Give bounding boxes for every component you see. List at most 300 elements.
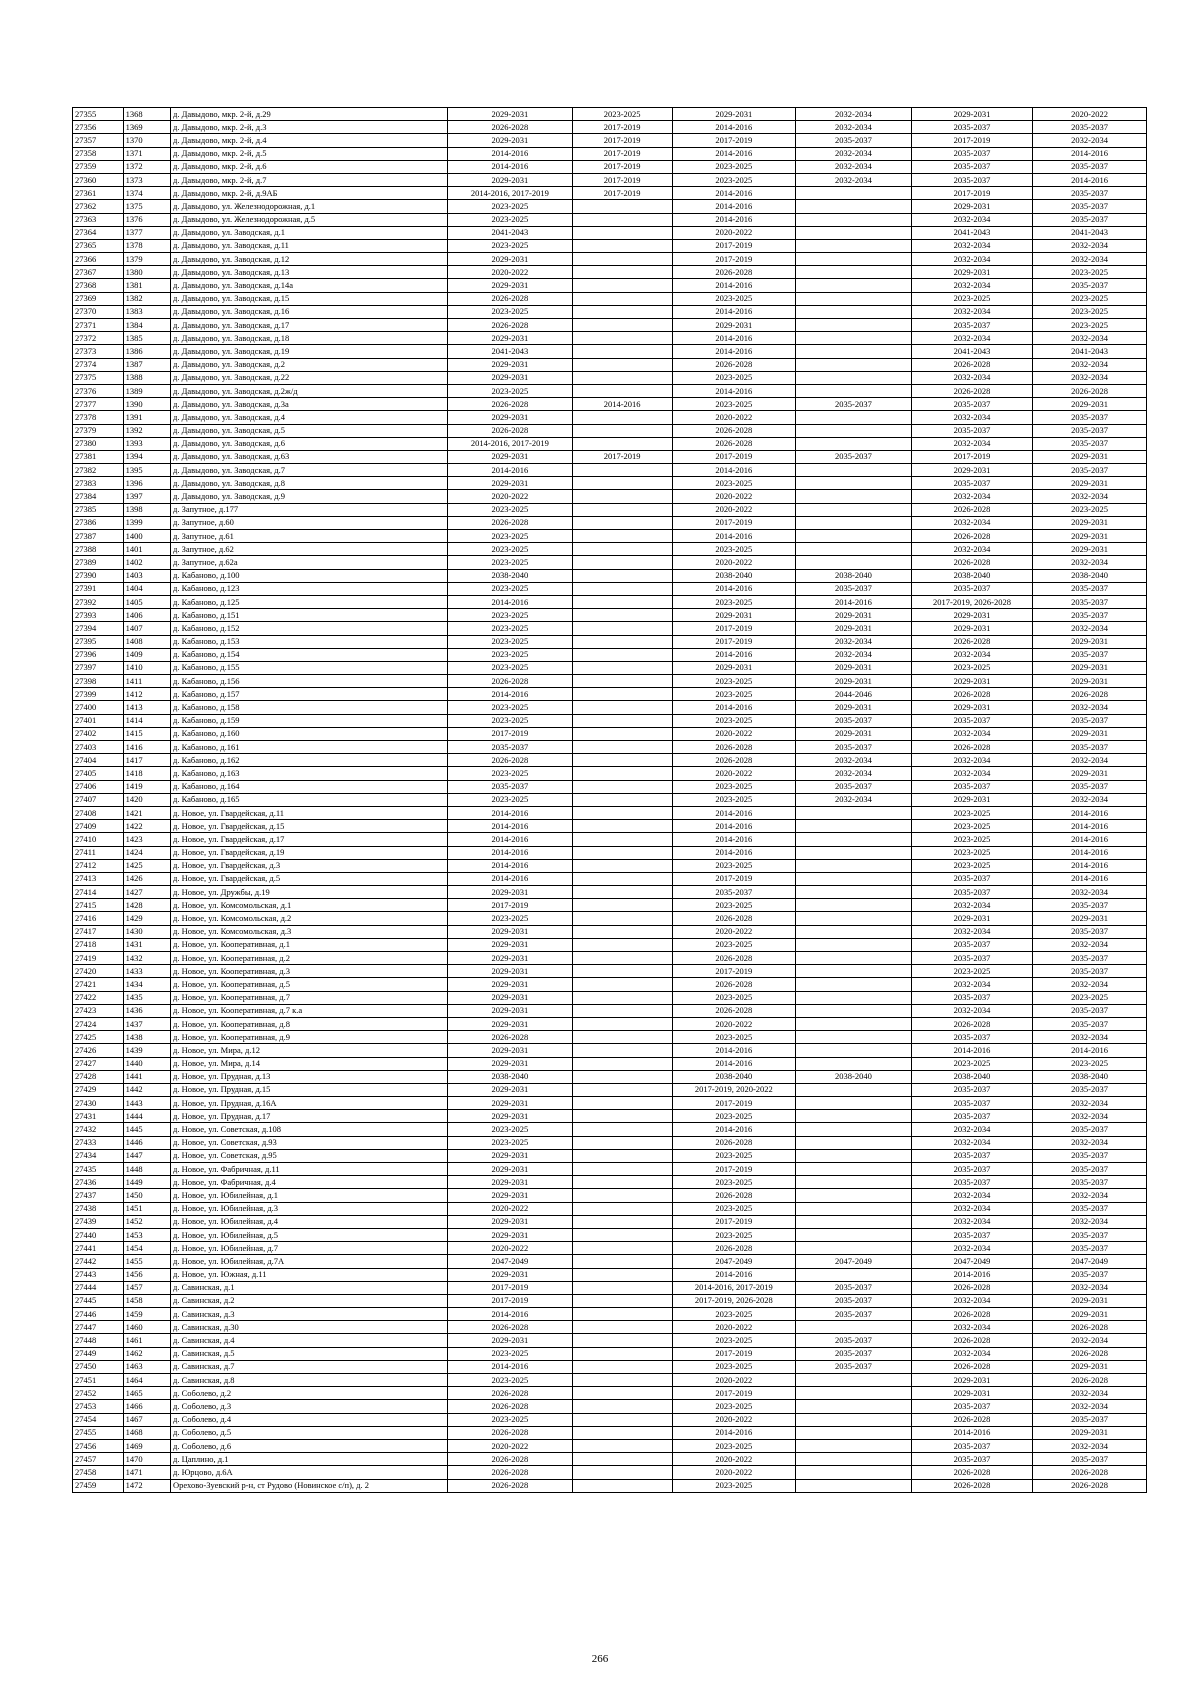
table-cell bbox=[572, 358, 672, 371]
table-cell: 2032-2034 bbox=[911, 1347, 1032, 1360]
table-cell: 2029-2031 bbox=[448, 1228, 572, 1241]
table-cell bbox=[795, 253, 911, 266]
table-cell: 27396 bbox=[73, 648, 124, 661]
table-cell: 1432 bbox=[123, 952, 170, 965]
table-cell: 2017-2019 bbox=[911, 134, 1032, 147]
table-cell bbox=[795, 1176, 911, 1189]
table-cell bbox=[572, 1360, 672, 1373]
table-cell: 27452 bbox=[73, 1387, 124, 1400]
table-cell: 2017-2019 bbox=[672, 635, 795, 648]
table-cell: 2023-2025 bbox=[448, 648, 572, 661]
table-cell: 27406 bbox=[73, 780, 124, 793]
table-row bbox=[73, 1268, 1147, 1281]
table-cell: 1411 bbox=[123, 675, 170, 688]
table-cell: 2035-2037 bbox=[911, 1453, 1032, 1466]
table-cell: 2023-2025 bbox=[448, 714, 572, 727]
table-cell: д. Новое, ул. Юбилейная, д.1 bbox=[171, 1189, 448, 1202]
table-cell: 27405 bbox=[73, 767, 124, 780]
table-cell: 2017-2019 bbox=[911, 187, 1032, 200]
table-cell: 2023-2025 bbox=[1033, 503, 1147, 516]
table-cell: 2023-2025 bbox=[672, 1308, 795, 1321]
table-cell: д. Новое, ул. Фабричная, д.4 bbox=[171, 1176, 448, 1189]
table-row bbox=[73, 147, 1147, 160]
table-row bbox=[73, 872, 1147, 885]
table-cell: 2044-2046 bbox=[795, 688, 911, 701]
table-cell: 2035-2037 bbox=[1033, 1242, 1147, 1255]
table-cell: 1436 bbox=[123, 1004, 170, 1017]
table-cell: 27454 bbox=[73, 1413, 124, 1426]
table-cell bbox=[795, 1149, 911, 1162]
table-row bbox=[73, 648, 1147, 661]
table-cell: д. Давыдово, ул. Заводская, д.22 bbox=[171, 371, 448, 384]
table-cell: д. Запутное, д.61 bbox=[171, 530, 448, 543]
table-cell: д. Новое, ул. Советская, д.108 bbox=[171, 1123, 448, 1136]
table-cell: 2032-2034 bbox=[795, 160, 911, 173]
table-cell bbox=[572, 371, 672, 384]
table-cell: 2014-2016 bbox=[448, 806, 572, 819]
table-cell: д. Давыдово, мкр. 2-й, д.6 bbox=[171, 160, 448, 173]
table-cell: 2035-2037 bbox=[795, 714, 911, 727]
table-cell: 2023-2025 bbox=[672, 1031, 795, 1044]
table-cell: 2035-2037 bbox=[911, 147, 1032, 160]
table-cell: 2035-2037 bbox=[1033, 899, 1147, 912]
table-cell: 2023-2025 bbox=[672, 675, 795, 688]
table-cell: 1401 bbox=[123, 543, 170, 556]
table-cell bbox=[795, 1439, 911, 1452]
table-cell: 2023-2025 bbox=[448, 1374, 572, 1387]
table-cell: 27359 bbox=[73, 160, 124, 173]
table-cell: 27436 bbox=[73, 1176, 124, 1189]
table-cell: 2026-2028 bbox=[672, 978, 795, 991]
table-cell: 2029-2031 bbox=[1033, 635, 1147, 648]
table-cell: 2014-2016 bbox=[672, 820, 795, 833]
table-cell: 1380 bbox=[123, 266, 170, 279]
table-cell: 2035-2037 bbox=[1033, 1083, 1147, 1096]
table-cell: 2029-2031 bbox=[795, 675, 911, 688]
table-cell: 27374 bbox=[73, 358, 124, 371]
table-cell: 1399 bbox=[123, 516, 170, 529]
table-cell: 2032-2034 bbox=[911, 1321, 1032, 1334]
table-row bbox=[73, 978, 1147, 991]
table-cell: 2035-2037 bbox=[795, 1334, 911, 1347]
table-cell: 2032-2034 bbox=[911, 516, 1032, 529]
table-cell: 2014-2016 bbox=[672, 846, 795, 859]
table-cell: 2014-2016 bbox=[672, 305, 795, 318]
table-cell: 2029-2031 bbox=[448, 1017, 572, 1030]
table-cell: 2017-2019 bbox=[672, 872, 795, 885]
table-cell: 2026-2028 bbox=[448, 1387, 572, 1400]
table-cell: 27451 bbox=[73, 1374, 124, 1387]
table-cell: 2017-2019 bbox=[572, 134, 672, 147]
table-cell: 1453 bbox=[123, 1228, 170, 1241]
table-cell: 2014-2016 bbox=[1033, 820, 1147, 833]
table-cell: д. Давыдово, мкр. 2-й, д.3 bbox=[171, 121, 448, 134]
table-cell: 2035-2037 bbox=[1033, 1268, 1147, 1281]
table-cell: 27423 bbox=[73, 1004, 124, 1017]
table-cell: 2047-2049 bbox=[448, 1255, 572, 1268]
table-cell: 2035-2037 bbox=[1033, 200, 1147, 213]
table-cell: 2014-2016 bbox=[448, 859, 572, 872]
table-cell: 1371 bbox=[123, 147, 170, 160]
table-cell bbox=[795, 1163, 911, 1176]
table-cell: д. Давыдово, ул. Заводская, д.11 bbox=[171, 239, 448, 252]
table-cell: 27378 bbox=[73, 411, 124, 424]
table-cell bbox=[572, 1453, 672, 1466]
table-cell: 1438 bbox=[123, 1031, 170, 1044]
table-cell: д. Давыдово, ул. Заводская, д.12 bbox=[171, 253, 448, 266]
table-cell: д. Давыдово, ул. Заводская, д.17 bbox=[171, 319, 448, 332]
table-cell: 2035-2037 bbox=[911, 1228, 1032, 1241]
table-cell: 2032-2034 bbox=[911, 899, 1032, 912]
table-cell: 2023-2025 bbox=[448, 503, 572, 516]
table-cell: д. Новое, ул. Кооперативная, д.7 bbox=[171, 991, 448, 1004]
table-cell bbox=[795, 371, 911, 384]
table-cell: 2035-2037 bbox=[1033, 582, 1147, 595]
table-cell: 2029-2031 bbox=[448, 1044, 572, 1057]
table-cell: д. Новое, ул. Комсомольская, д.1 bbox=[171, 899, 448, 912]
table-cell: 27408 bbox=[73, 806, 124, 819]
table-cell bbox=[795, 477, 911, 490]
table-cell: 1405 bbox=[123, 595, 170, 608]
table-cell: 2020-2022 bbox=[448, 266, 572, 279]
table-cell bbox=[795, 965, 911, 978]
table-cell bbox=[795, 912, 911, 925]
table-cell: 2026-2028 bbox=[1033, 1479, 1147, 1492]
table-cell: 27400 bbox=[73, 701, 124, 714]
table-cell: 27403 bbox=[73, 741, 124, 754]
table-cell bbox=[572, 820, 672, 833]
table-cell: 2029-2031 bbox=[448, 991, 572, 1004]
table-cell: 1426 bbox=[123, 872, 170, 885]
table-cell: 27365 bbox=[73, 239, 124, 252]
table-cell: 2035-2037 bbox=[911, 1083, 1032, 1096]
table-cell: д. Новое, ул. Кооперативная, д.7 к.а bbox=[171, 1004, 448, 1017]
table-row bbox=[73, 582, 1147, 595]
table-cell: 2032-2034 bbox=[911, 305, 1032, 318]
table-cell: 2014-2016 bbox=[672, 1057, 795, 1070]
table-cell: 2035-2037 bbox=[1033, 424, 1147, 437]
table-cell: 2014-2016 bbox=[448, 872, 572, 885]
table-row bbox=[73, 595, 1147, 608]
table-cell bbox=[572, 1044, 672, 1057]
table-cell bbox=[572, 266, 672, 279]
table-cell: д. Кабаново, д.159 bbox=[171, 714, 448, 727]
table-cell: д. Давыдово, ул. Заводская, д.14а bbox=[171, 279, 448, 292]
table-cell: 1387 bbox=[123, 358, 170, 371]
table-cell: 1383 bbox=[123, 305, 170, 318]
table-cell: 2026-2028 bbox=[911, 384, 1032, 397]
table-cell: 2026-2028 bbox=[448, 424, 572, 437]
table-cell: 27434 bbox=[73, 1149, 124, 1162]
table-cell bbox=[572, 1321, 672, 1334]
table-cell: 27425 bbox=[73, 1031, 124, 1044]
table-cell: 27426 bbox=[73, 1044, 124, 1057]
table-cell: д. Новое, ул. Юбилейная, д.7 bbox=[171, 1242, 448, 1255]
table-cell: 2023-2025 bbox=[448, 609, 572, 622]
table-cell: 2035-2037 bbox=[1033, 437, 1147, 450]
table-cell bbox=[572, 1228, 672, 1241]
table-cell bbox=[572, 1334, 672, 1347]
table-cell: 1448 bbox=[123, 1163, 170, 1176]
table-cell: 1368 bbox=[123, 108, 170, 121]
table-cell: 2029-2031 bbox=[448, 1110, 572, 1123]
table-cell: д. Новое, ул. Гвардейская, д.15 bbox=[171, 820, 448, 833]
table-cell: д. Кабаново, д.162 bbox=[171, 754, 448, 767]
table-row bbox=[73, 1453, 1147, 1466]
table-cell: 27381 bbox=[73, 450, 124, 463]
table-cell: 2035-2037 bbox=[1033, 1017, 1147, 1030]
table-cell: д. Кабаново, д.153 bbox=[171, 635, 448, 648]
table-cell: 2023-2025 bbox=[672, 1400, 795, 1413]
table-cell: 2023-2025 bbox=[448, 582, 572, 595]
table-cell: 27427 bbox=[73, 1057, 124, 1070]
table-row bbox=[73, 1149, 1147, 1162]
table-cell: 27456 bbox=[73, 1439, 124, 1452]
table-row bbox=[73, 1347, 1147, 1360]
table-cell: 1389 bbox=[123, 384, 170, 397]
table-cell: 1418 bbox=[123, 767, 170, 780]
table-cell: 1376 bbox=[123, 213, 170, 226]
table-cell: 27417 bbox=[73, 925, 124, 938]
table-cell: 1398 bbox=[123, 503, 170, 516]
table-cell: 2038-2040 bbox=[448, 569, 572, 582]
table-cell: 27446 bbox=[73, 1308, 124, 1321]
table-cell: 2020-2022 bbox=[672, 1453, 795, 1466]
table-cell: 1437 bbox=[123, 1017, 170, 1030]
table-cell bbox=[572, 675, 672, 688]
table-cell bbox=[572, 292, 672, 305]
table-cell bbox=[795, 556, 911, 569]
table-row bbox=[73, 1123, 1147, 1136]
table-cell: 2047-2049 bbox=[672, 1255, 795, 1268]
table-cell: 1386 bbox=[123, 345, 170, 358]
table-cell: 2020-2022 bbox=[672, 411, 795, 424]
table-cell bbox=[795, 1110, 911, 1123]
table-cell: 1467 bbox=[123, 1413, 170, 1426]
table-cell: 2041-2043 bbox=[1033, 345, 1147, 358]
table-cell bbox=[572, 1136, 672, 1149]
table-cell: 1472 bbox=[123, 1479, 170, 1492]
table-cell: 2017-2019, 2026-2028 bbox=[911, 595, 1032, 608]
table-cell: 1442 bbox=[123, 1083, 170, 1096]
table-cell bbox=[795, 938, 911, 951]
table-cell: 2023-2025 bbox=[672, 688, 795, 701]
table-cell: д. Новое, ул. Юбилейная, д.5 bbox=[171, 1228, 448, 1241]
table-cell: д. Запутное, д.60 bbox=[171, 516, 448, 529]
table-cell bbox=[572, 978, 672, 991]
table-cell: Орехово-Зуевский р-н, ст Рудово (Новинское с/п), д. 2 bbox=[171, 1479, 448, 1492]
table-cell: 2026-2028 bbox=[448, 1479, 572, 1492]
table-cell: 27453 bbox=[73, 1400, 124, 1413]
table-cell: 27392 bbox=[73, 595, 124, 608]
table-cell: 2035-2037 bbox=[911, 1097, 1032, 1110]
table-cell: 2035-2037 bbox=[795, 582, 911, 595]
table-cell: 2017-2019 bbox=[572, 121, 672, 134]
table-cell: 2014-2016 bbox=[672, 464, 795, 477]
table-cell bbox=[572, 741, 672, 754]
table-cell: 27363 bbox=[73, 213, 124, 226]
table-cell: 27432 bbox=[73, 1123, 124, 1136]
table-cell: 27418 bbox=[73, 938, 124, 951]
table-cell: 2029-2031 bbox=[448, 1215, 572, 1228]
table-cell: 2023-2025 bbox=[448, 661, 572, 674]
table-cell bbox=[795, 1453, 911, 1466]
table-cell bbox=[795, 332, 911, 345]
table-cell: 2026-2028 bbox=[672, 1136, 795, 1149]
table-cell: 2014-2016 bbox=[672, 187, 795, 200]
table-cell: д. Соболево, д.5 bbox=[171, 1426, 448, 1439]
table-cell: 27457 bbox=[73, 1453, 124, 1466]
table-row bbox=[73, 371, 1147, 384]
table-cell: 1408 bbox=[123, 635, 170, 648]
table-cell: 1447 bbox=[123, 1149, 170, 1162]
table-cell: 2023-2025 bbox=[672, 1202, 795, 1215]
table-cell: 2014-2016 bbox=[672, 582, 795, 595]
table-cell: 2023-2025 bbox=[911, 661, 1032, 674]
table-cell: 27368 bbox=[73, 279, 124, 292]
table-cell bbox=[572, 727, 672, 740]
table-cell: д. Кабаново, д.154 bbox=[171, 648, 448, 661]
table-row bbox=[73, 991, 1147, 1004]
table-cell: 2017-2019 bbox=[572, 160, 672, 173]
table-cell: 27415 bbox=[73, 899, 124, 912]
table-cell: 2017-2019 bbox=[572, 450, 672, 463]
table-cell: 2026-2028 bbox=[911, 1334, 1032, 1347]
table-cell bbox=[572, 503, 672, 516]
table-cell: 2014-2016 bbox=[1033, 846, 1147, 859]
table-row bbox=[73, 1400, 1147, 1413]
table-cell: 2032-2034 bbox=[1033, 1031, 1147, 1044]
table-cell: 27448 bbox=[73, 1334, 124, 1347]
table-cell: д. Давыдово, ул. Заводская, д.9 bbox=[171, 490, 448, 503]
table-cell: 2026-2028 bbox=[672, 952, 795, 965]
table-cell: д. Давыдово, ул. Заводская, д.7 bbox=[171, 464, 448, 477]
table-cell: 2035-2037 bbox=[911, 886, 1032, 899]
table-cell: 2029-2031 bbox=[448, 371, 572, 384]
table-cell: 27402 bbox=[73, 727, 124, 740]
table-cell: д. Кабаново, д.123 bbox=[171, 582, 448, 595]
table-cell: 2017-2019 bbox=[672, 1163, 795, 1176]
table-row bbox=[73, 727, 1147, 740]
table-cell: 27382 bbox=[73, 464, 124, 477]
table-cell: 2035-2037 bbox=[1033, 925, 1147, 938]
table-cell: 2017-2019 bbox=[572, 187, 672, 200]
table-cell: 1470 bbox=[123, 1453, 170, 1466]
table-cell bbox=[572, 424, 672, 437]
table-cell: 2014-2016 bbox=[448, 160, 572, 173]
table-cell: 2017-2019 bbox=[672, 134, 795, 147]
table-cell: 2026-2028 bbox=[911, 635, 1032, 648]
table-cell: д. Давыдово, мкр. 2-й, д.4 bbox=[171, 134, 448, 147]
table-cell: 2023-2025 bbox=[1033, 991, 1147, 1004]
table-cell: 2023-2025 bbox=[672, 371, 795, 384]
table-cell: 27390 bbox=[73, 569, 124, 582]
table-cell: 1394 bbox=[123, 450, 170, 463]
table-cell: 2014-2016 bbox=[448, 833, 572, 846]
table-cell: 2014-2016 bbox=[1033, 806, 1147, 819]
table-cell: 2035-2037 bbox=[911, 872, 1032, 885]
table-cell: 2035-2037 bbox=[1033, 1202, 1147, 1215]
table-cell: 2023-2025 bbox=[672, 1110, 795, 1123]
table-cell: 27364 bbox=[73, 226, 124, 239]
table-cell: 2029-2031 bbox=[448, 1176, 572, 1189]
table-cell: 2029-2031 bbox=[795, 701, 911, 714]
table-cell bbox=[795, 213, 911, 226]
table-cell: 27375 bbox=[73, 371, 124, 384]
table-cell bbox=[795, 1400, 911, 1413]
table-cell bbox=[795, 1004, 911, 1017]
table-cell: 1385 bbox=[123, 332, 170, 345]
table-cell: 2029-2031 bbox=[448, 134, 572, 147]
table-cell: 2029-2031 bbox=[448, 1057, 572, 1070]
table-cell: 2014-2016 bbox=[911, 1044, 1032, 1057]
table-row bbox=[73, 134, 1147, 147]
table-cell: 2035-2037 bbox=[448, 780, 572, 793]
table-cell bbox=[795, 1242, 911, 1255]
table-cell bbox=[572, 899, 672, 912]
table-cell: д. Кабаново, д.156 bbox=[171, 675, 448, 688]
table-cell: 2035-2037 bbox=[1033, 780, 1147, 793]
table-cell: 2023-2025 bbox=[672, 543, 795, 556]
table-cell: 27410 bbox=[73, 833, 124, 846]
table-cell: 2032-2034 bbox=[911, 1215, 1032, 1228]
table-cell bbox=[572, 200, 672, 213]
table-cell: 2014-2016 bbox=[672, 833, 795, 846]
table-cell: 27397 bbox=[73, 661, 124, 674]
table-cell: 1415 bbox=[123, 727, 170, 740]
table-row bbox=[73, 490, 1147, 503]
table-cell: 1457 bbox=[123, 1281, 170, 1294]
table-cell: 2026-2028 bbox=[448, 121, 572, 134]
table-cell: 2029-2031 bbox=[795, 661, 911, 674]
table-cell: 27398 bbox=[73, 675, 124, 688]
table-row bbox=[73, 411, 1147, 424]
table-cell: д. Давыдово, ул. Железнодорожная, д.1 bbox=[171, 200, 448, 213]
table-cell: 2035-2037 bbox=[911, 1400, 1032, 1413]
table-cell: д. Давыдово, ул. Железнодорожная, д.5 bbox=[171, 213, 448, 226]
table-cell bbox=[795, 886, 911, 899]
table-cell: д. Савинская, д.2 bbox=[171, 1294, 448, 1307]
table-cell: д. Новое, ул. Гвардейская, д.11 bbox=[171, 806, 448, 819]
table-row bbox=[73, 516, 1147, 529]
table-cell: 2032-2034 bbox=[1033, 1439, 1147, 1452]
table-cell bbox=[572, 1215, 672, 1228]
table-cell: 2029-2031 bbox=[1033, 398, 1147, 411]
table-cell: 1413 bbox=[123, 701, 170, 714]
table-cell: д. Кабаново, д.125 bbox=[171, 595, 448, 608]
table-cell: 27428 bbox=[73, 1070, 124, 1083]
table-cell bbox=[572, 1070, 672, 1083]
table-row bbox=[73, 450, 1147, 463]
table-cell bbox=[795, 530, 911, 543]
table-cell: 2014-2016 bbox=[1033, 872, 1147, 885]
table-cell: д. Запутное, д.177 bbox=[171, 503, 448, 516]
table-cell: 2035-2037 bbox=[911, 121, 1032, 134]
table-cell: д. Давыдово, ул. Заводская, д.18 bbox=[171, 332, 448, 345]
table-row bbox=[73, 1017, 1147, 1030]
table-cell: 2014-2016 bbox=[448, 147, 572, 160]
table-row bbox=[73, 1176, 1147, 1189]
table-cell: 2017-2019 bbox=[672, 516, 795, 529]
table-cell: 2020-2022 bbox=[672, 490, 795, 503]
table-cell: 2032-2034 bbox=[1033, 1110, 1147, 1123]
table-cell: 27356 bbox=[73, 121, 124, 134]
table-cell: 2023-2025 bbox=[672, 899, 795, 912]
table-cell: 2035-2037 bbox=[795, 1294, 911, 1307]
table-cell: 2017-2019 bbox=[672, 239, 795, 252]
table-cell: 1416 bbox=[123, 741, 170, 754]
table-row bbox=[73, 1413, 1147, 1426]
